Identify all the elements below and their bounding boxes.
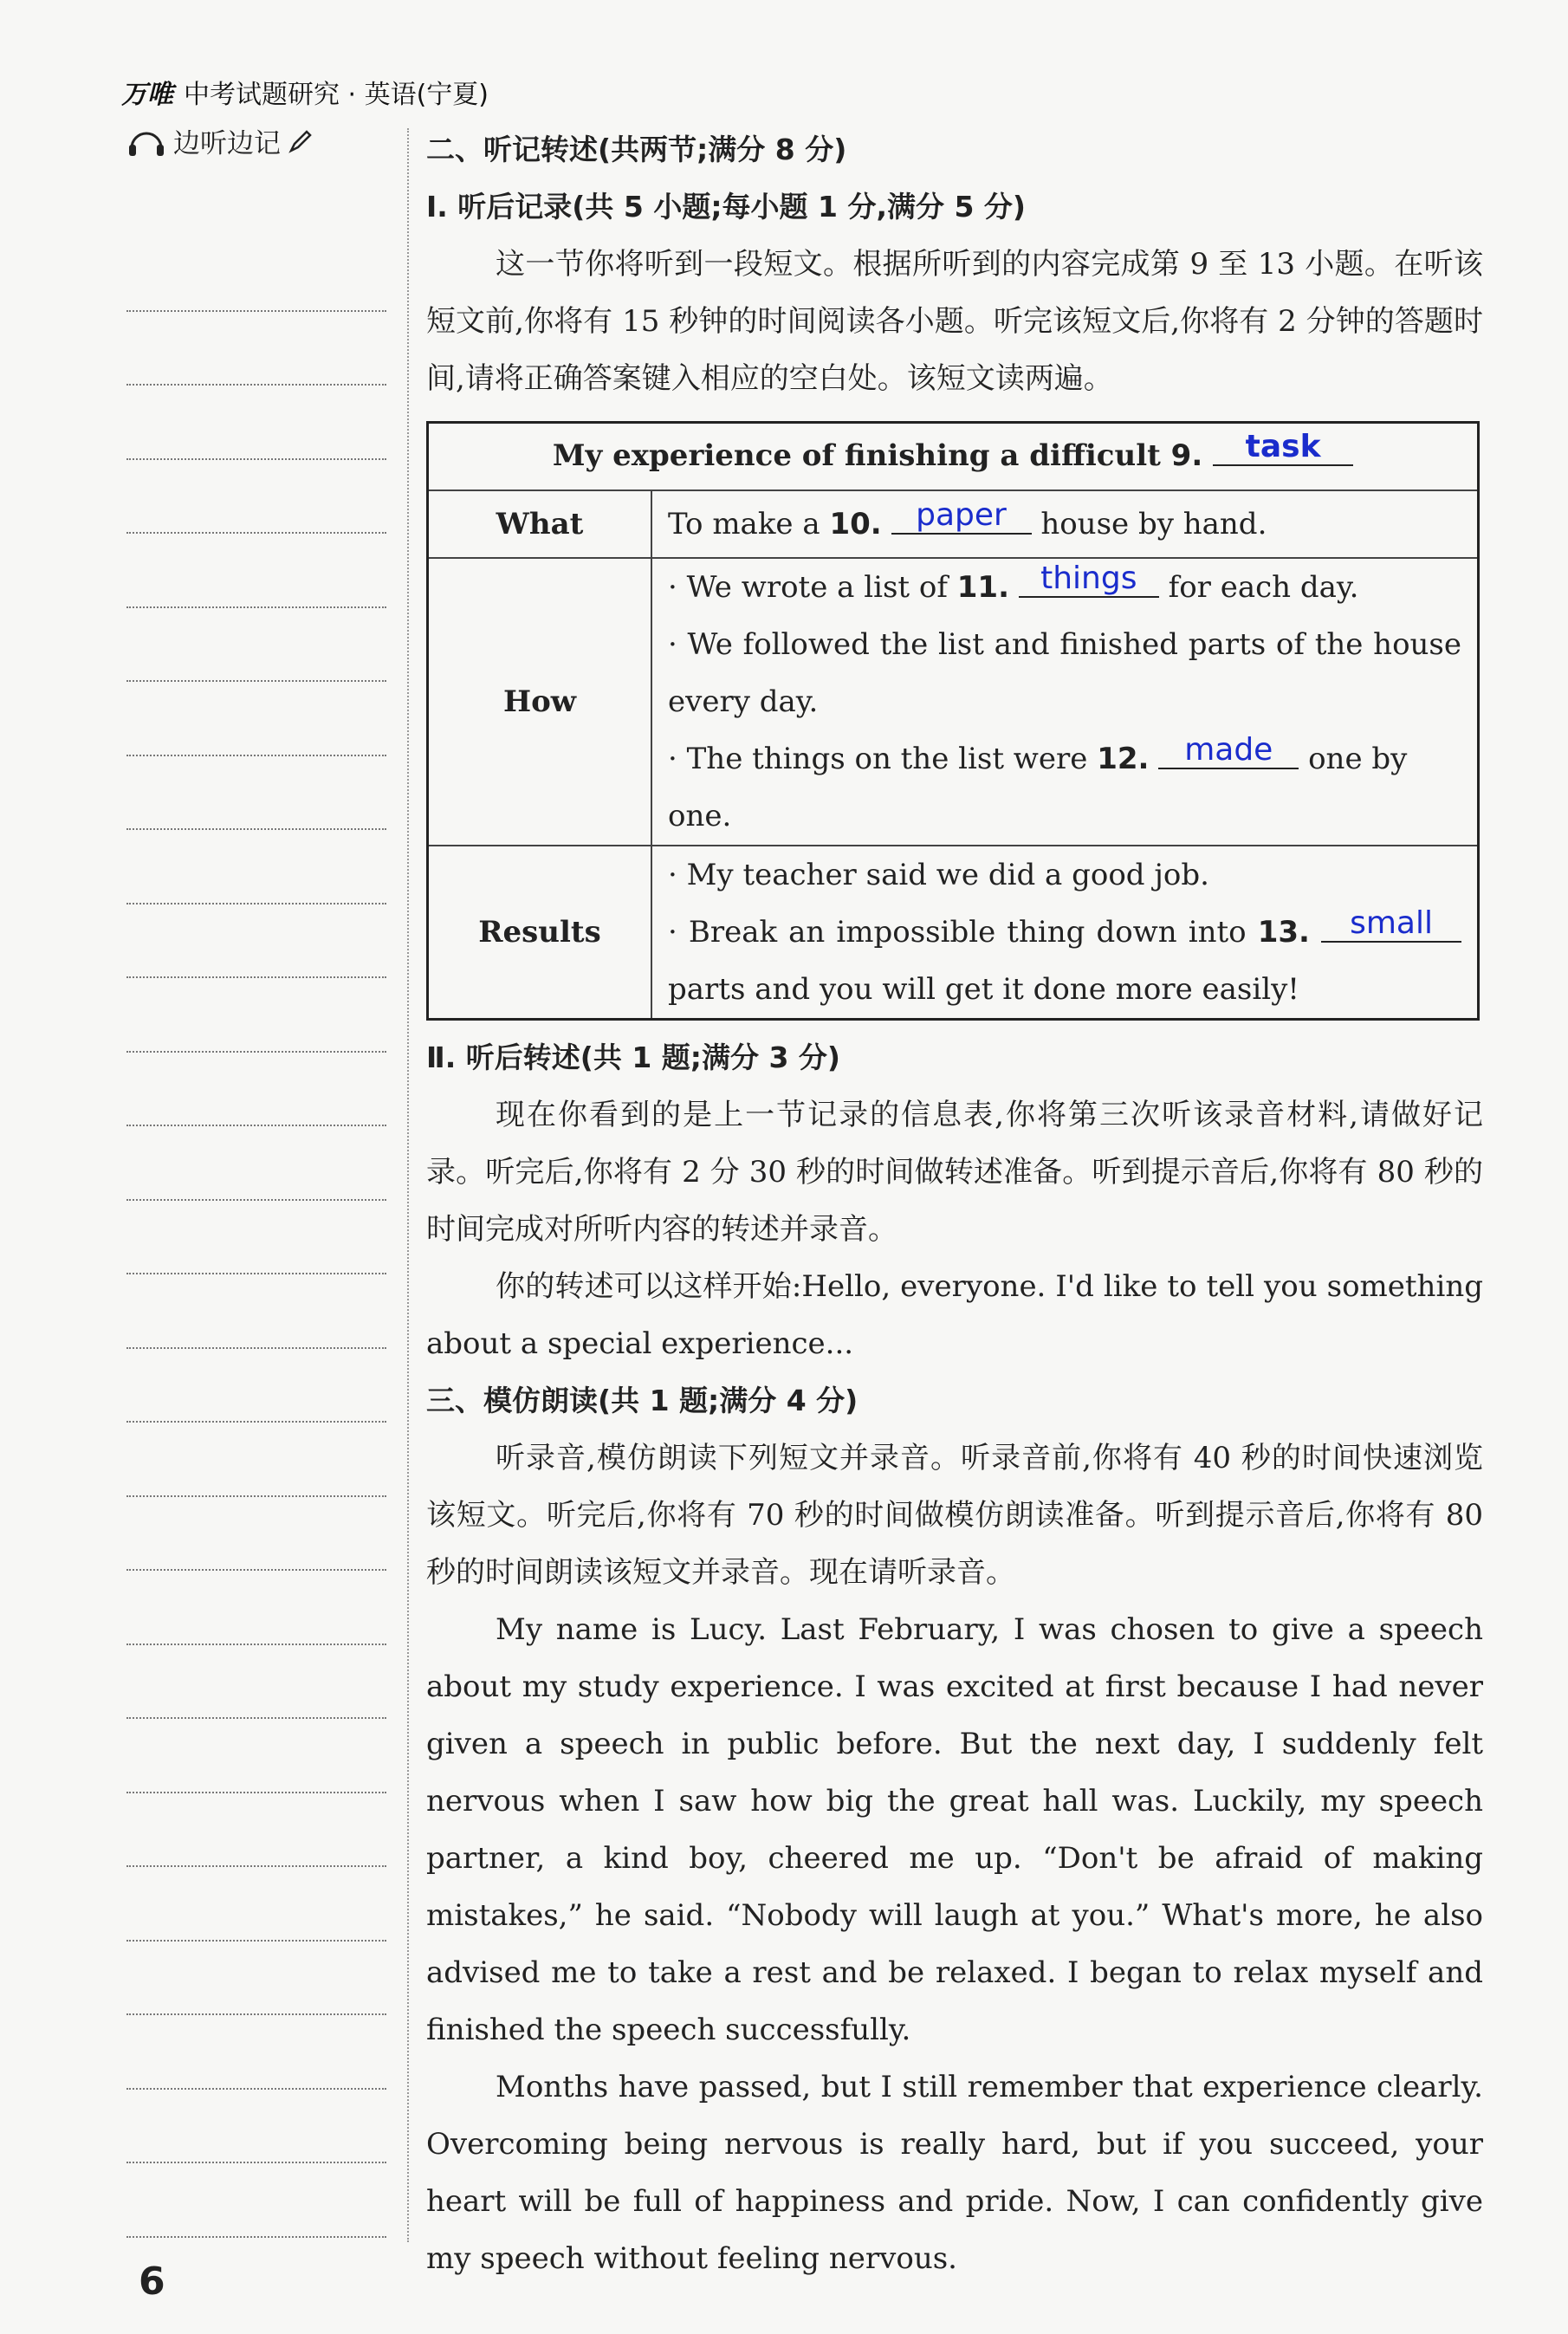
how-item-3-post: one by one. [668, 742, 1408, 833]
row-label-results: Results [428, 846, 652, 1020]
note-line[interactable] [126, 1645, 386, 1720]
note-line[interactable] [126, 1053, 386, 1127]
how-item-1-pre: · We wrote a list of [668, 570, 948, 605]
question-number-12: 12. [1097, 742, 1150, 776]
note-line[interactable] [126, 1942, 386, 2016]
note-line[interactable] [126, 1423, 386, 1497]
how-item-3 [668, 730, 1461, 845]
answer-blank-13[interactable]: small [1321, 906, 1461, 943]
how-item-3-pre: · The things on the list were [668, 742, 1088, 776]
results-cell [651, 846, 1479, 1020]
answer-blank-10[interactable]: paper [891, 498, 1032, 535]
what-text-pre: To make a [668, 507, 820, 541]
part1-title: Ⅰ. 听后记录(共 5 小题;每小题 1 分,满分 5 分) [426, 190, 1027, 224]
note-line[interactable] [126, 830, 386, 904]
note-line[interactable] [126, 904, 386, 979]
note-line[interactable] [126, 534, 386, 608]
row-label-what: What [428, 490, 652, 558]
question-number-10: 10. [829, 507, 882, 541]
note-line[interactable] [126, 1126, 386, 1201]
note-line[interactable] [126, 312, 386, 386]
note-line[interactable] [126, 756, 386, 831]
note-line[interactable] [126, 1793, 386, 1868]
question-number-13: 13. [1257, 915, 1310, 950]
how-item-1 [668, 559, 1461, 616]
brand-logo: 万唯 [121, 80, 173, 110]
how-item-1-post: for each day. [1168, 570, 1359, 605]
note-line[interactable] [126, 2015, 386, 2090]
note-line[interactable] [126, 386, 386, 460]
page-header [121, 73, 489, 111]
section3-instruction: 听录音,模仿朗读下列短文并录音。听录音前,你将有 40 秒的时间快速浏览该短文。听完后,你将有 70 秒的时间做模仿朗读准备。听到提示音后,你将有 80 秒的时间朗读该短文并录音。现在请听录音。 [426, 1441, 1483, 1590]
results-item-2-post: parts and you will get it done more easily! [668, 972, 1299, 1007]
note-line[interactable] [126, 2163, 386, 2238]
side-notes-label: 边听边记 [173, 128, 281, 159]
part1-instruction: 这一节你将听到一段短文。根据所听到的内容完成第 9 至 13 小题。在听该短文前,你将有 15 秒钟的时间阅读各小题。听完该短文后,你将有 2 分钟的答题时间,请将正确答案键入相应的空白处。该短文读两遍。 [426, 247, 1483, 396]
part2-title: Ⅱ. 听后转述(共 1 题;满分 3 分) [426, 1041, 841, 1074]
part2-instruction: 现在你看到的是上一节记录的信息表,你将第三次听该录音材料,请做好记录。听完后,你将有 2 分 30 秒的时间做转述准备。听到提示音后,你将有 80 秒的时间完成对所听内容的转述并录音。 [426, 1098, 1483, 1247]
row-label-how: How [428, 558, 652, 846]
headphones-icon [126, 124, 166, 159]
part2-start: 你的转述可以这样开始:Hello, everyone. I'd like to tell you something about a special experience... [426, 1269, 1483, 1361]
pencil-icon [288, 128, 314, 154]
record-table [426, 421, 1480, 1021]
column-divider [407, 128, 409, 2242]
reading-passage-paragraph-1: My name is Lucy. Last February, I was chosen to give a speech about my study experience. I was excited at first because I had never given a speech in public before. But the next day, I suddenly felt nervous when I saw how big the great hall was. Luckily, my speech partner, a kind boy, cheered me up. “Don't be afraid of making mistakes,” he said. “Nobody will laugh at you.” What's more, he also advised me to take a rest and be relaxed. I began to relax myself and finished the speech successfully. [426, 1612, 1483, 2047]
side-notes-title [126, 121, 314, 160]
page-number: 6 [139, 2259, 165, 2304]
results-item-1: · My teacher said we did a good job. [668, 858, 1209, 892]
note-line[interactable] [126, 1867, 386, 1942]
note-line[interactable] [126, 1719, 386, 1793]
table-caption [428, 423, 1479, 491]
note-line[interactable] [126, 978, 386, 1053]
note-line[interactable] [126, 2090, 386, 2164]
note-lines [126, 237, 386, 2238]
how-item-2: · We followed the list and finished parts of the house every day. [668, 627, 1461, 719]
note-line[interactable] [126, 1274, 386, 1349]
note-line[interactable] [126, 237, 386, 312]
section2-title: 二、听记转述(共两节;满分 8 分) [426, 133, 847, 166]
caption-text: My experience of finishing a difficult [552, 438, 1161, 473]
note-line[interactable] [126, 1571, 386, 1645]
question-number-9: 9. [1170, 438, 1203, 473]
question-number-11: 11. [956, 570, 1009, 605]
results-item-2 [668, 904, 1461, 1018]
answer-blank-12[interactable]: made [1158, 733, 1299, 769]
book-title: 中考试题研究 · 英语(宁夏) [184, 80, 489, 110]
note-line[interactable] [126, 608, 386, 683]
answer-blank-9[interactable]: task [1213, 430, 1353, 466]
section3-title: 三、模仿朗读(共 1 题;满分 4 分) [426, 1384, 859, 1417]
note-line[interactable] [126, 1201, 386, 1275]
note-line[interactable] [126, 1349, 386, 1423]
note-line[interactable] [126, 682, 386, 756]
note-line[interactable] [126, 1497, 386, 1572]
main-content [426, 121, 1483, 2287]
what-text-post: house by hand. [1040, 507, 1267, 541]
results-item-2-pre: · Break an impossible thing down into [668, 915, 1247, 950]
answer-blank-11[interactable]: things [1019, 561, 1159, 598]
how-cell [651, 558, 1479, 846]
note-line[interactable] [126, 460, 386, 535]
reading-passage-paragraph-2: Months have passed, but I still remember that experience clearly. Overcoming being nervous is really hard, but if you succeed, your heart will be full of happiness and pride. Now, I can confidently give my speech without feeling nervous. [426, 2070, 1483, 2276]
what-cell [651, 490, 1479, 558]
